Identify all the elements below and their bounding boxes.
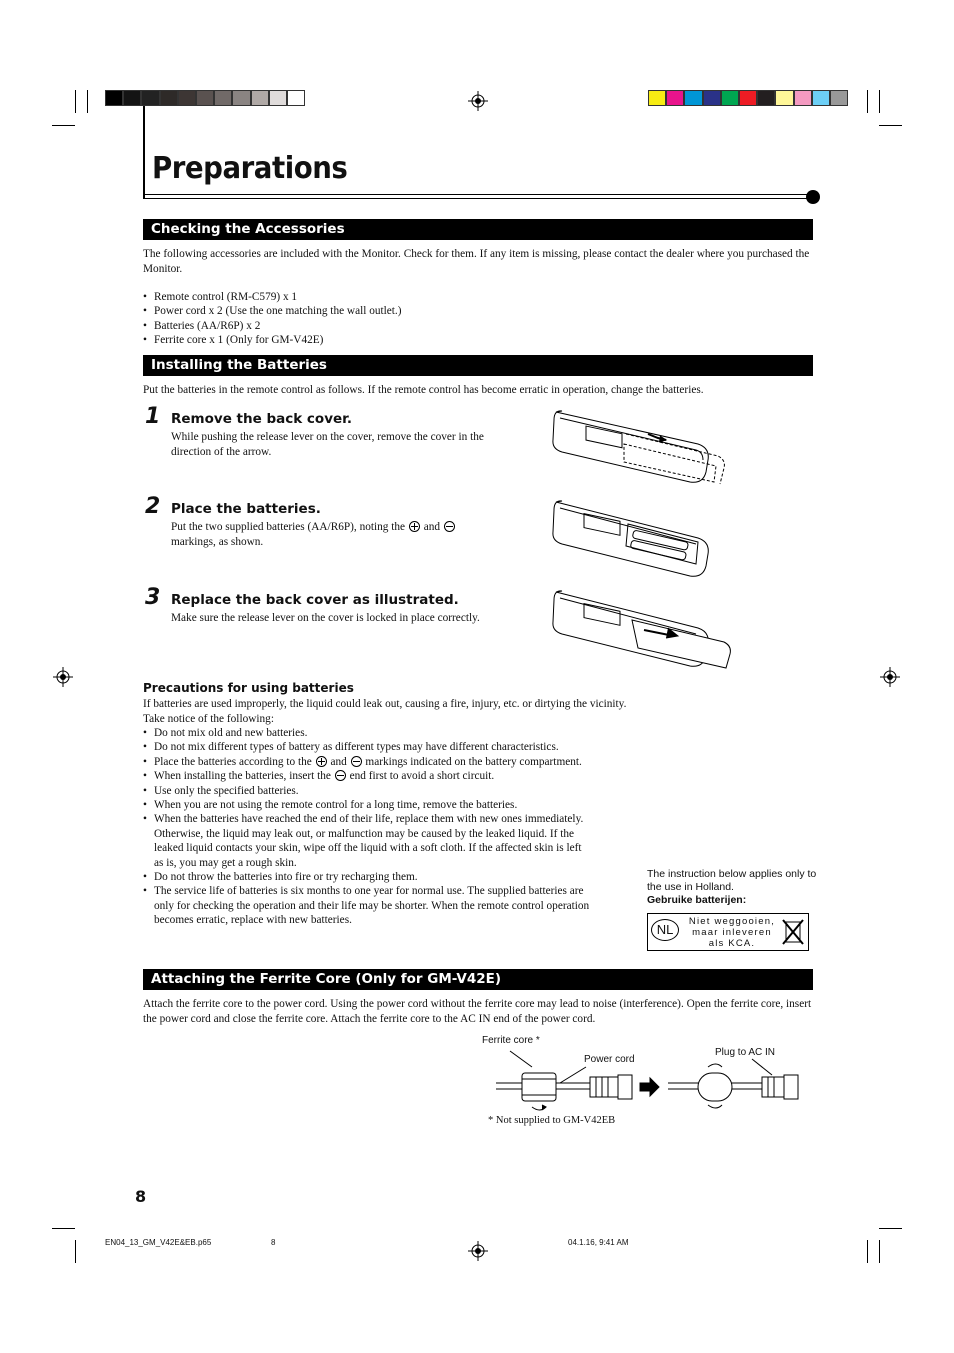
- item-and: and: [330, 755, 347, 768]
- color-swatch: [812, 90, 830, 106]
- footer-page: 8: [271, 1238, 276, 1247]
- plus-symbol-icon: [316, 756, 327, 767]
- color-swatch: [178, 90, 196, 106]
- holland-note-text: The instruction below applies only to the use in Holland.: [647, 868, 817, 893]
- precautions-intro-1: If batteries are used improperly, the liquid could leak out, causing a fire, injury, etc. or dirtying the vicinity.: [143, 698, 627, 710]
- power-cord-label: Power cord: [584, 1054, 635, 1065]
- registration-mark-top: [468, 91, 488, 111]
- item-text: When installing the batteries, insert the: [154, 770, 331, 783]
- kca-line: als KCA.: [708, 938, 756, 949]
- footer-file: EN04_13_GM_V42E&EB.p65: [105, 1238, 212, 1247]
- color-swatch: [703, 90, 721, 106]
- section-heading-batteries: Installing the Batteries: [143, 355, 813, 376]
- color-swatch: [721, 90, 739, 106]
- step-2-text-a: Put the two supplied batteries (AA/R6P), noting the: [171, 521, 406, 533]
- kca-text: [682, 916, 782, 949]
- item-rest: markings indicated on the battery compartment.: [365, 755, 582, 768]
- color-swatch: [251, 90, 269, 106]
- step-1-title: Remove the back cover.: [171, 411, 353, 427]
- list-item: • Batteries (AA/R6P) x 2: [143, 319, 643, 333]
- step-1-number: 1: [145, 404, 161, 429]
- title-left-rule: [143, 106, 145, 199]
- title-underline-2: [143, 198, 809, 199]
- nl-badge: NL: [651, 919, 679, 941]
- color-swatch: [739, 90, 757, 106]
- step-2-number: 2: [145, 494, 161, 519]
- list-item: • Power cord x 2 (Use the one matching the wall outlet.): [143, 304, 643, 318]
- color-swatch: [214, 90, 232, 106]
- color-swatch: [269, 90, 287, 106]
- remote-batteries-illustration: [548, 494, 713, 582]
- section-heading-ferrite: Attaching the Ferrite Core (Only for GM-V42E): [143, 969, 813, 990]
- color-swatch: [287, 90, 305, 106]
- ferrite-core-diagram: [490, 1045, 805, 1115]
- holland-note: [647, 868, 817, 907]
- minus-symbol-icon: [444, 521, 455, 532]
- color-swatch: [648, 90, 666, 106]
- item-rest: end first to avoid a short circuit.: [349, 770, 495, 783]
- plus-symbol-icon: [409, 521, 420, 532]
- step-3-title: Replace the back cover as illustrated.: [171, 592, 459, 608]
- section-heading-accessories: Checking the Accessories: [143, 219, 813, 240]
- step-2-text-b: markings, as shown.: [171, 535, 264, 548]
- list-item: • Do not throw the batteries into fire or try recharging them.: [143, 870, 591, 884]
- ferrite-footnote: * Not supplied to GM-V42EB: [488, 1115, 616, 1126]
- precautions-heading: Precautions for using batteries: [143, 681, 354, 695]
- color-swatch: [794, 90, 812, 106]
- ferrite-core-label: Ferrite core *: [482, 1035, 540, 1046]
- list-item: • Do not mix old and new batteries.: [143, 726, 591, 740]
- accessories-list: [143, 290, 643, 348]
- accessories-intro: The following accessories are included with the Monitor. Check for them. If any item is missing, please contact the dealer where you purchased the Monitor.: [143, 248, 810, 275]
- kca-box: [647, 913, 809, 951]
- color-swatch: [196, 90, 214, 106]
- color-swatch: [123, 90, 141, 106]
- color-swatch: [141, 90, 159, 106]
- minus-symbol-icon: [351, 756, 362, 767]
- step-2-text-and: and: [423, 521, 441, 533]
- step-3-number: 3: [145, 585, 161, 610]
- registration-mark-right: [880, 667, 900, 687]
- title-underline: [143, 194, 809, 195]
- color-swatch: [666, 90, 684, 106]
- step-2-text: [171, 520, 521, 549]
- page-number: 8: [135, 1187, 147, 1206]
- page-title: Preparations: [152, 151, 348, 186]
- color-swatch: [757, 90, 775, 106]
- crossed-bin-icon: [782, 918, 804, 946]
- color-swatch: [160, 90, 178, 106]
- precautions-intro-2: Take notice of the following:: [143, 713, 274, 725]
- precautions-list: [143, 726, 591, 928]
- color-swatch: [105, 90, 123, 106]
- color-swatch: [830, 90, 848, 106]
- step-3-text: Make sure the release lever on the cover is locked in place correctly.: [171, 612, 480, 624]
- color-swatch: [684, 90, 702, 106]
- kca-line: maar inleveren: [692, 927, 772, 938]
- list-item: • The service life of batteries is six months to one year for normal use. The supplied batteries are only for checking the operation and their life may be shorter. When the remote control operation becomes erratic, replace with new batteries.: [143, 884, 591, 927]
- step-1-text: While pushing the release lever on the cover, remove the cover in the direction of the arrow.: [171, 431, 484, 458]
- step-2-title: Place the batteries.: [171, 501, 321, 517]
- list-item: • Ferrite core x 1 (Only for GM-V42E): [143, 333, 643, 347]
- list-item: • Do not mix different types of battery as different types may have different characteristics.: [143, 740, 591, 754]
- list-item: • When you are not using the remote control for a long time, remove the batteries.: [143, 798, 591, 812]
- list-item: • When the batteries have reached the end of their life, replace them with new ones immediately. Otherwise, the liquid may leak out, or malfunction may be caused by the leaked liquid. If the leaked liquid contacts your skin, wipe off the liquid with a soft cloth. If the affected skin is left as is, you may get a rough skin.: [143, 812, 591, 870]
- registration-mark-bottom: [468, 1241, 488, 1261]
- remote-replace-cover-illustration: [548, 584, 733, 674]
- batteries-intro: Put the batteries in the remote control as follows. If the remote control has become erratic in operation, change the batteries.: [143, 384, 704, 396]
- list-item: • Use only the specified batteries.: [143, 784, 591, 798]
- remote-remove-cover-illustration: [548, 404, 728, 494]
- list-item: [143, 769, 591, 783]
- kca-line: Niet weggooien,: [688, 916, 776, 927]
- footer-timestamp: 04.1.16, 9:41 AM: [568, 1238, 629, 1247]
- ferrite-intro: Attach the ferrite core to the power cord. Using the power cord without the ferrite core may lead to noise (interference). Open the ferrite core, insert the power cord and close the ferrite core. Attach the ferrite core to the AC IN end of the power cord.: [143, 998, 812, 1025]
- holland-note-bold: Gebruike batterijen:: [647, 894, 747, 906]
- list-item: [143, 755, 591, 769]
- list-item: • Remote control (RM-C579) x 1: [143, 290, 643, 304]
- item-text: Place the batteries according to the: [154, 755, 312, 768]
- title-end-dot: [806, 190, 820, 204]
- color-swatch: [232, 90, 250, 106]
- plug-label: Plug to AC IN: [715, 1047, 776, 1058]
- registration-mark-left: [53, 667, 73, 687]
- color-swatch: [775, 90, 793, 106]
- minus-symbol-icon: [335, 770, 346, 781]
